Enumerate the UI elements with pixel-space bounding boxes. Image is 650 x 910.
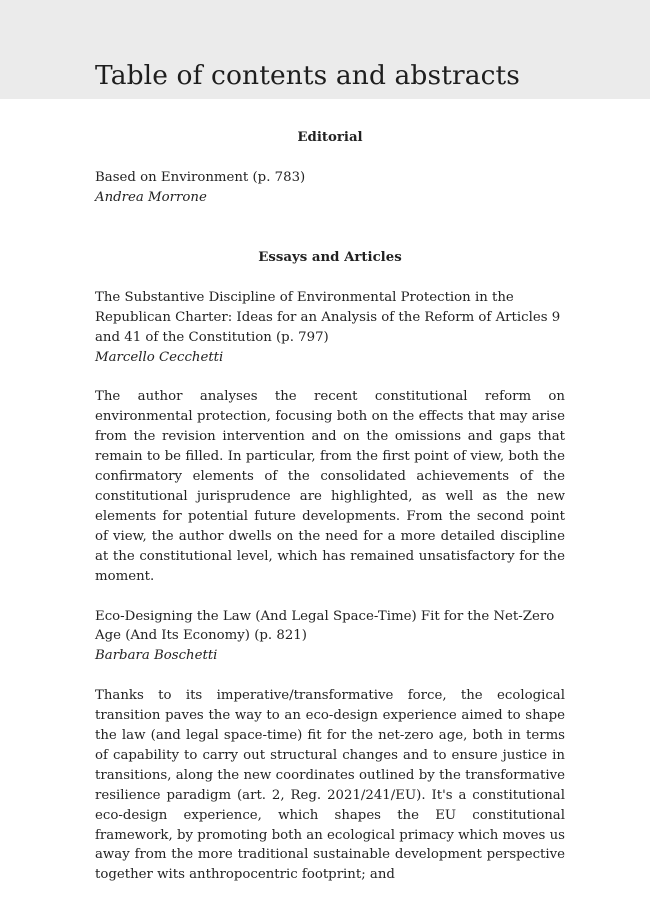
section-heading-editorial: Editorial	[297, 130, 363, 145]
entry-author: Andrea Morrone	[95, 189, 207, 205]
entry-abstract: Thanks to its imperative/transformative force, the ecological transition paves the way to an eco-design experience aimed to shape the law (and legal space-time) fit for the net-zero age, both in terms of capability to carry out structural changes and to ensure justice in transitions, along the new coordinates outlined by the transformative resilience paradigm (art. 2, Reg. 2021/241/EU). It's a constitutional eco-design experience, which shapes the EU constitutional framework, by promoting both an ecological primacy which moves us away from the more traditional sustainable development perspective together wits anthropocentric footprint; and	[95, 688, 565, 883]
entry-author: Barbara Boschetti	[95, 648, 218, 664]
toc-entry-editorial	[95, 168, 565, 208]
entry-title: Based on Environment (p. 783)	[95, 170, 306, 185]
entry-author: Marcello Cecchetti	[95, 349, 224, 365]
content-body	[95, 128, 565, 885]
toc-entry	[95, 288, 565, 368]
page-title: Table of contents and abstracts	[95, 60, 521, 91]
section-heading-essays: Essays and Articles	[258, 249, 402, 265]
entry-title: The Substantive Discipline of Environmental Protection in the Republican Charter: Ideas for an Analysis of the Reform of Articles 9 and 41 of the Constitution (p. 797)	[95, 289, 561, 345]
entry-title: Eco-Designing the Law (And Legal Space-Time) Fit for the Net-Zero Age (And Its Economy) (p. 821)	[95, 608, 555, 644]
toc-entry	[95, 607, 565, 667]
entry-abstract: The author analyses the recent constitutional reform on environmental protection, focusing both on the effects that may arise from the revision intervention and on the omissions and gaps that remain to be filled. In particular, from the first point of view, both the confirmatory elements of the consolidated achievements of the constitutional jurisprudence are highlighted, as well as the new elements for potential future developments. From the second point of view, the author dwells on the need for a more detailed discipline at the constitutional level, which has remained unsatisfactory for the moment.	[95, 389, 565, 584]
